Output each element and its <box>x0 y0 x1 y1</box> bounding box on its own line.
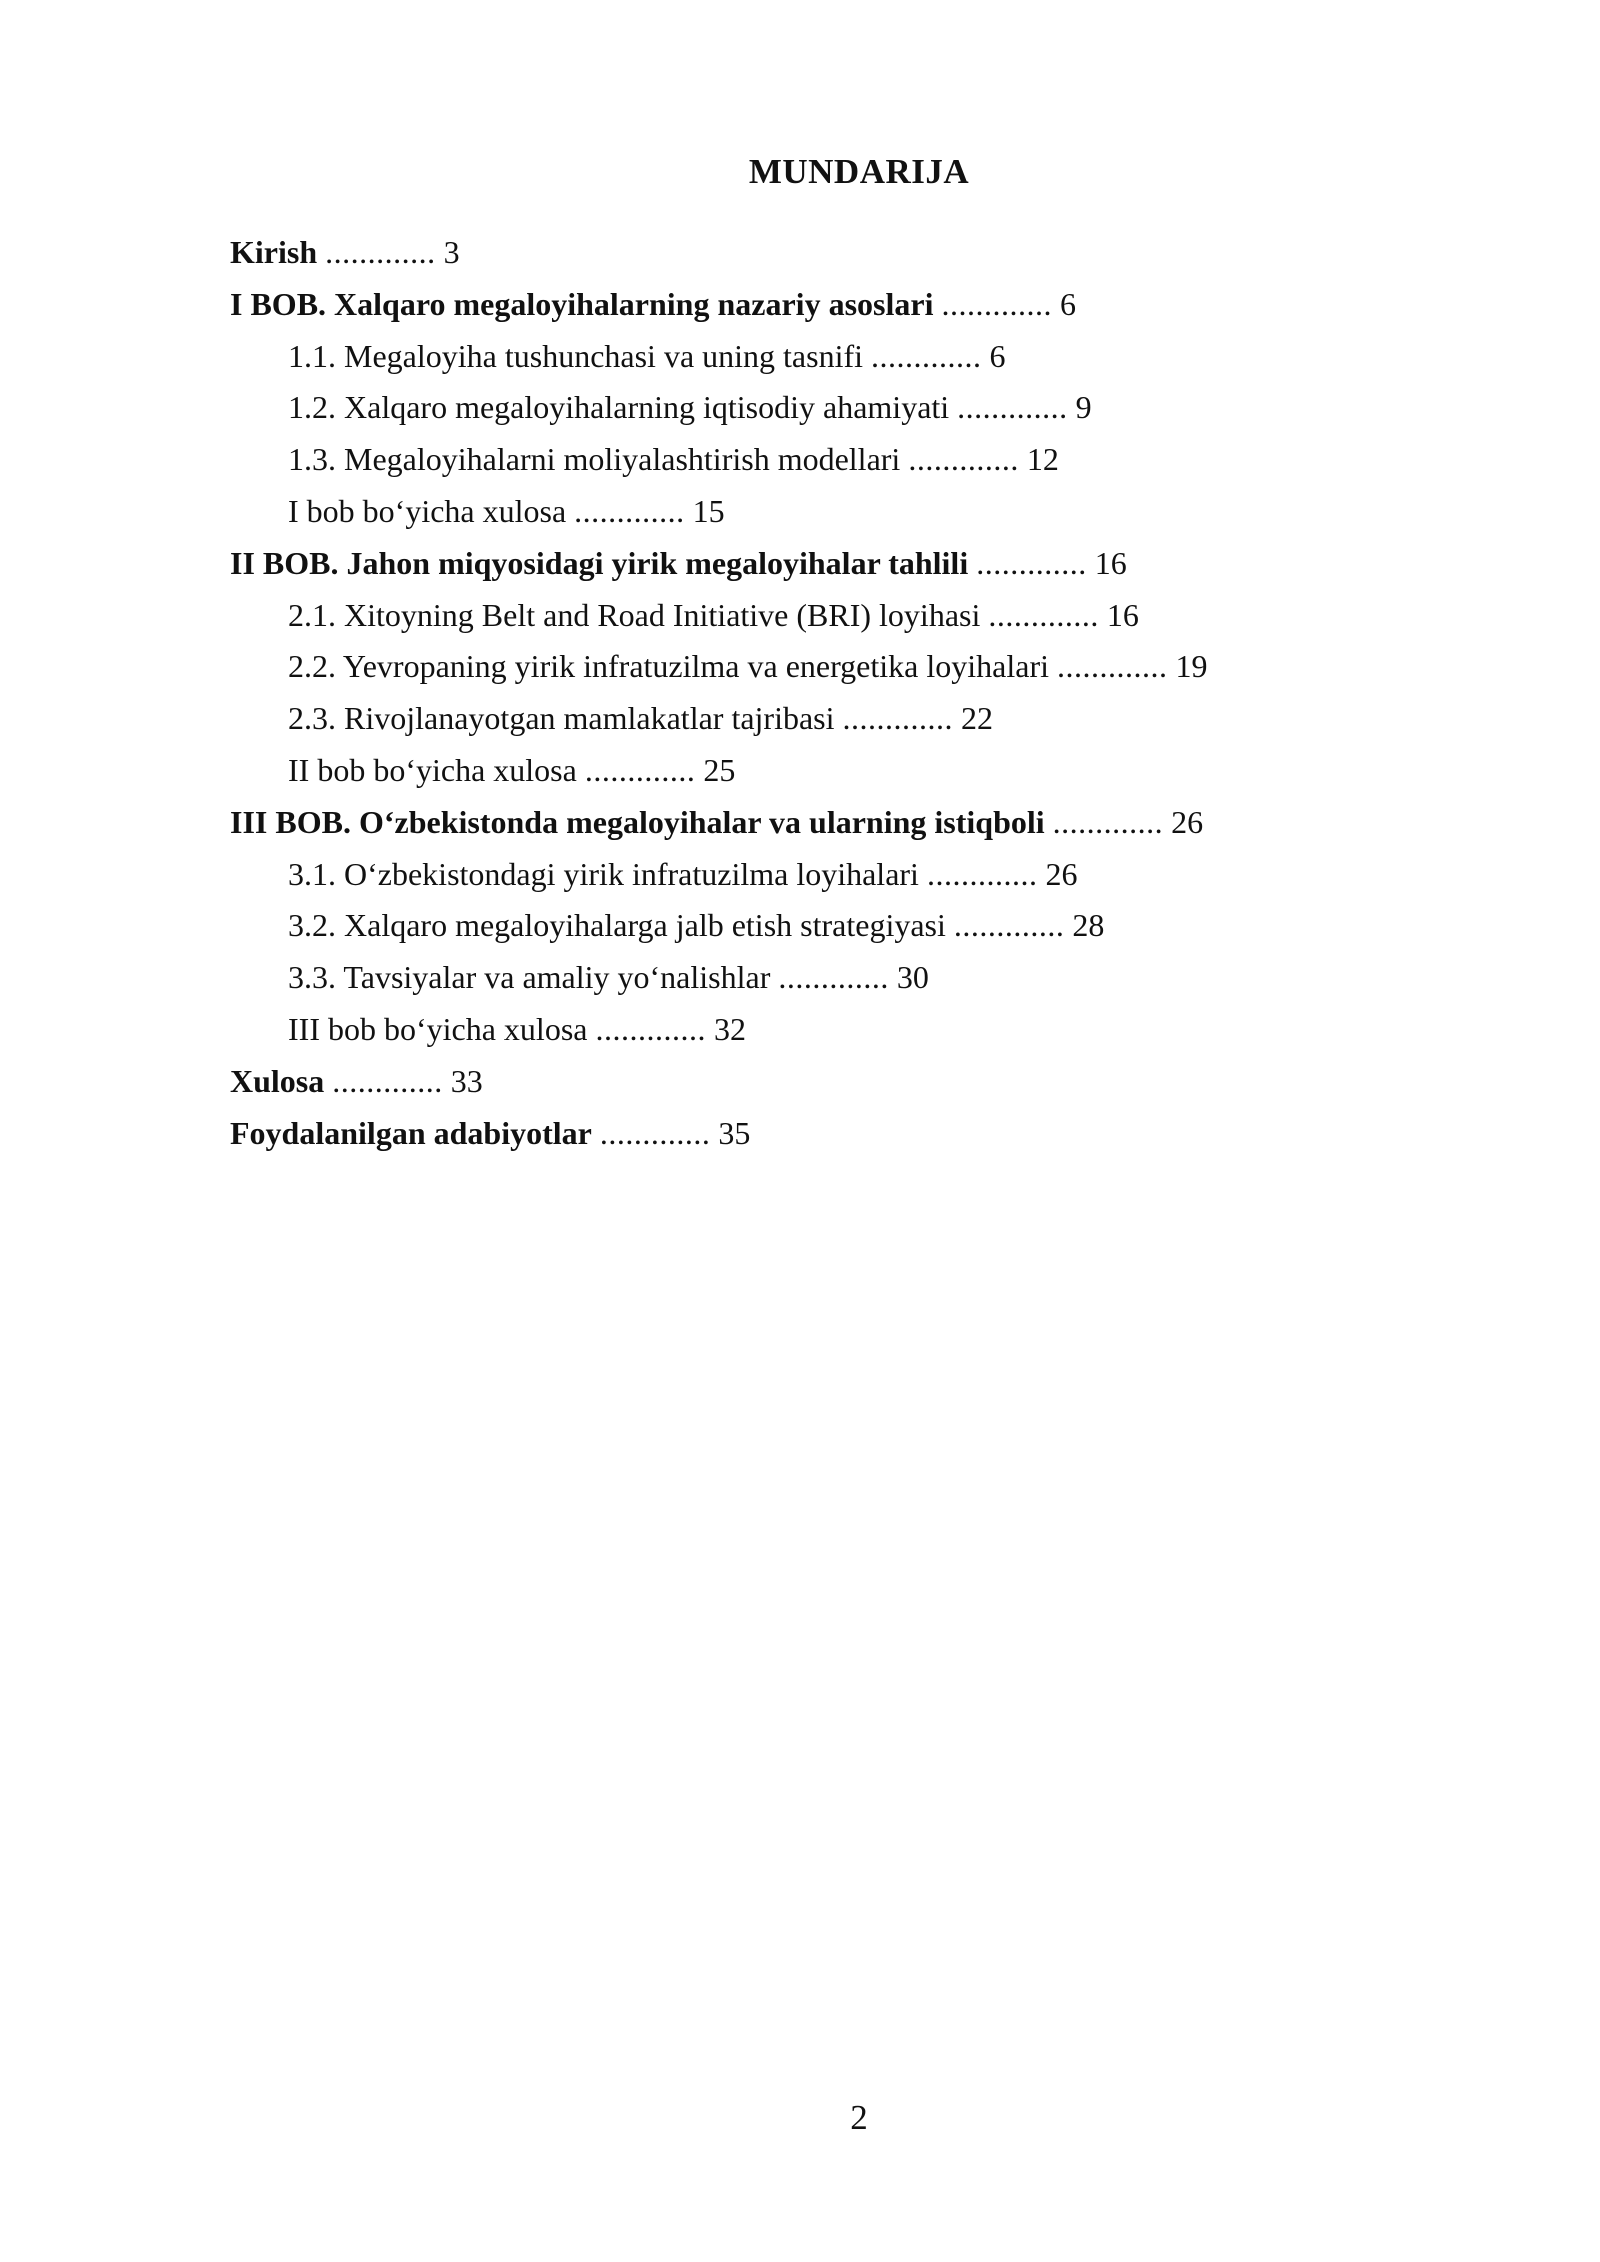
toc-entry-title: Kirish <box>230 234 318 270</box>
table-of-contents <box>230 227 1430 1159</box>
toc-entry-page: 6 <box>1059 285 1076 322</box>
toc-entry-page: 25 <box>703 751 736 788</box>
toc-entry <box>230 900 1430 952</box>
page-number: 2 <box>850 2098 868 2137</box>
toc-entry-title: 2.2. Yevropaning yirik infratuzilma va energetika loyihalari <box>288 648 1049 685</box>
toc-entry-page: 19 <box>1175 648 1208 685</box>
toc-entry-page: 22 <box>961 700 994 737</box>
toc-entry <box>230 590 1430 642</box>
toc-leader-dots: ............. <box>976 544 1087 581</box>
toc-leader-dots: ............. <box>325 234 436 270</box>
toc-entry <box>230 1108 1430 1160</box>
toc-leader-dots: ............. <box>778 959 889 996</box>
toc-entry <box>230 952 1430 1004</box>
toc-entry-page: 35 <box>718 1114 751 1151</box>
toc-leader-dots: ............. <box>842 700 954 737</box>
page-title: MUNDARIJA <box>748 152 970 191</box>
toc-leader-dots: ............. <box>599 1114 711 1151</box>
toc-leader-dots: ............. <box>584 751 696 788</box>
toc-leader-dots: ............. <box>908 441 1019 478</box>
toc-leader-dots: ............. <box>1056 648 1168 685</box>
toc-entry-title: 2.3. Rivojlanayotgan mamlakatlar tajribasi <box>288 700 835 737</box>
toc-entry <box>230 641 1430 693</box>
toc-leader-dots: ............. <box>953 907 1065 944</box>
toc-entry-title: 1.1. Megaloyiha tushunchasi va uning tasnifi <box>288 337 864 374</box>
toc-leader-dots: ............. <box>595 1010 706 1047</box>
toc-entry <box>230 538 1430 590</box>
toc-leader-dots: ............. <box>941 285 1052 322</box>
toc-entry <box>230 331 1430 383</box>
toc-entry <box>230 434 1430 486</box>
toc-entry-title: III BOB. O‘zbekistonda megaloyihalar va ularning istiqboli <box>230 803 1045 840</box>
toc-entry-title: Foydalanilgan adabiyotlar <box>230 1114 592 1151</box>
toc-entry-title: III bob bo‘yicha xulosa <box>288 1010 588 1047</box>
toc-entry-page: 28 <box>1072 907 1105 944</box>
toc-entry-page: 9 <box>1075 389 1092 426</box>
toc-entry <box>230 1004 1430 1056</box>
toc-entry-title: I bob bo‘yicha xulosa <box>288 492 567 529</box>
toc-entry-title: I BOB. Xalqaro megaloyihalarning nazariy asoslari <box>230 285 934 322</box>
toc-entry-page: 26 <box>1045 855 1078 892</box>
toc-entry-title: 3.3. Tavsiyalar va amaliy yo‘nalishlar <box>288 959 771 996</box>
toc-entry-title: 3.2. Xalqaro megaloyihalarga jalb etish strategiyasi <box>288 907 946 944</box>
toc-entry-page: 16 <box>1106 596 1139 633</box>
toc-entry-page: 32 <box>713 1010 746 1047</box>
toc-leader-dots: ............. <box>957 389 1068 426</box>
toc-entry-page: 3 <box>443 234 460 270</box>
toc-entry <box>230 849 1430 901</box>
toc-entry-title: 1.3. Megaloyihalarni moliyalashtirish modellari <box>288 441 901 478</box>
toc-entry-title: 2.1. Xitoyning Belt and Road Initiative (BRI) loyihasi <box>288 596 981 633</box>
toc-leader-dots: ............. <box>988 596 1099 633</box>
toc-leader-dots: ............. <box>332 1062 443 1099</box>
toc-entry <box>230 279 1430 331</box>
toc-entry <box>230 382 1430 434</box>
toc-entry-page: 30 <box>896 959 929 996</box>
toc-entry-title: II BOB. Jahon miqyosidagi yirik megaloyihalar tahlili <box>230 544 969 581</box>
toc-leader-dots: ............. <box>926 855 1038 892</box>
toc-entry-page: 12 <box>1026 441 1059 478</box>
toc-entry <box>230 227 1430 279</box>
toc-entry-title: 1.2. Xalqaro megaloyihalarning iqtisodiy ahamiyati <box>288 389 950 426</box>
toc-entry-title: II bob bo‘yicha xulosa <box>288 751 577 788</box>
toc-leader-dots: ............. <box>1052 803 1164 840</box>
toc-entry <box>230 1056 1430 1108</box>
toc-leader-dots: ............. <box>871 337 982 374</box>
toc-leader-dots: ............. <box>574 492 685 529</box>
toc-entry-page: 33 <box>450 1062 483 1099</box>
toc-entry-page: 15 <box>692 492 725 529</box>
toc-entry <box>230 693 1430 745</box>
toc-entry <box>230 745 1430 797</box>
toc-entry <box>230 486 1430 538</box>
toc-entry <box>230 797 1430 849</box>
toc-entry-title: 3.1. O‘zbekistondagi yirik infratuzilma loyihalari <box>288 855 919 892</box>
toc-entry-page: 26 <box>1171 803 1204 840</box>
toc-entry-title: Xulosa <box>230 1062 325 1099</box>
toc-entry-page: 16 <box>1094 544 1127 581</box>
toc-entry-page: 6 <box>989 337 1006 374</box>
